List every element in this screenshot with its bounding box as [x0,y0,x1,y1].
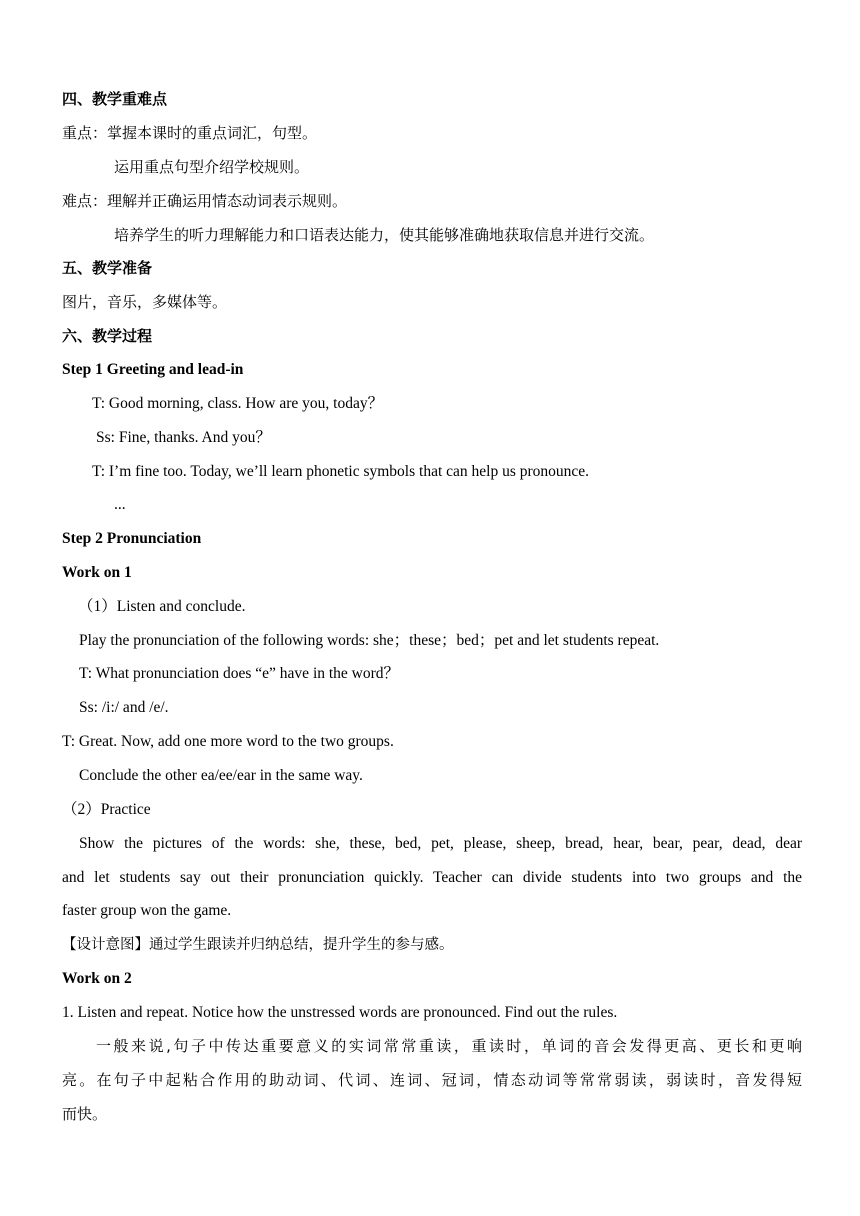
design-intent-note: 【设计意图】通过学生跟读并归纳总结，提升学生的参与感。 [62,937,454,953]
section-heading-teaching-focus: 四、教学重难点 [62,90,168,108]
difficult-points-line: 难点：理解并正确运用情态动词表示规则。 [62,192,348,210]
show-pictures-line-3: faster group won the game. [62,902,232,919]
teacher-add-word-line: T: Great. Now, add one more word to the two groups. [62,733,394,750]
step1-title: Step 1 Greeting and lead-in [62,361,244,378]
dialogue-line: T: Good morning, class. How are you, today？ [92,395,384,412]
work2-title: Work on 2 [62,970,132,987]
dialogue-line: Ss: Fine, thanks. And you？ [96,429,271,446]
section-heading-preparation: 五、教学准备 [62,259,153,277]
stress-rules-paragraph-line-2: 亮。在句子中起粘合作用的助动词、代词、连词、冠词，情态动词等常常弱读，弱读时，音发得短 [62,1071,802,1089]
listen-conclude-line: （1）Listen and conclude. [78,598,246,615]
show-pictures-line-1: Show the pictures of the words: she, these, bed, pet, please, sheep, bread, hear, bear, pear, dead, dear [79,835,802,852]
dialogue-line: T: I’m fine too. Today, we’ll learn phonetic symbols that can help us pronounce. [92,463,590,480]
difficult-points-line-2: 培养学生的听力理解能力和口语表达能力，使其能够准确地获取信息并进行交流。 [114,226,655,244]
key-points-line-2: 运用重点句型介绍学校规则。 [114,158,310,176]
conclude-line: Conclude the other ea/ee/ear in the same way. [79,767,363,784]
ellipsis-line: ... [114,496,126,513]
show-pictures-line-2: and let students say out their pronunciation quickly. Teacher can divide students into two groups and the [62,869,802,886]
play-pronunciation-line: Play the pronunciation of the following words: she；these；bed；pet and let students repeat. [79,632,660,649]
practice-line: （2）Practice [62,801,151,818]
stress-rules-paragraph-line-1: 一般来说,句子中传达重要意义的实词常常重读，重读时，单词的音会发得更高、更长和更响 [96,1037,802,1055]
students-answer-line: Ss: /i:/ and /e/. [79,699,169,716]
preparation-content: 图片，音乐，多媒体等。 [62,293,228,311]
listen-repeat-item: 1. Listen and repeat. Notice how the unstressed words are pronounced. Find out the rules. [62,1004,618,1021]
section-heading-process: 六、教学过程 [62,327,153,345]
stress-rules-paragraph-line-3: 而快。 [62,1105,108,1123]
step2-title: Step 2 Pronunciation [62,530,202,547]
teacher-question-line: T: What pronunciation does “e” have in the word？ [79,665,400,682]
work1-title: Work on 1 [62,564,132,581]
key-points-line: 重点：掌握本课时的重点词汇，句型。 [62,124,318,142]
